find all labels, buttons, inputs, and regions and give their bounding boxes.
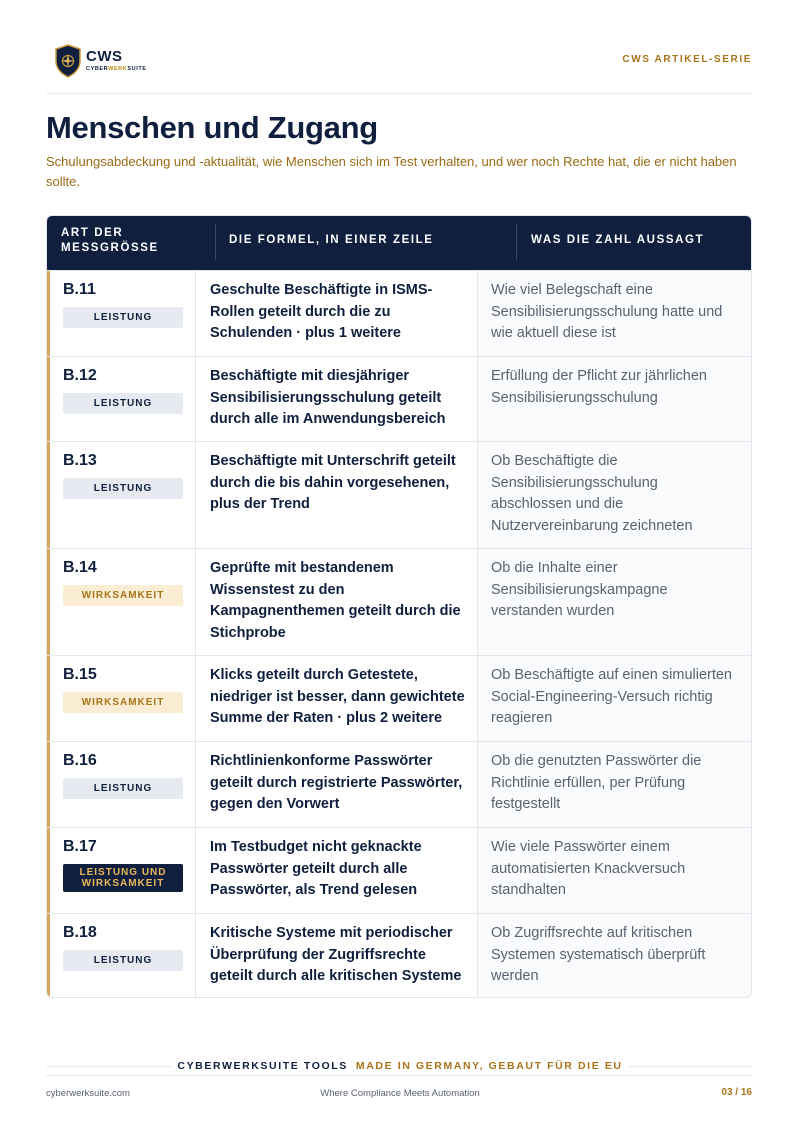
metric-formula: Kritische Systeme mit periodischer Überprüfung der Zugriffsrechte geteilt durch alle kritischen Systeme [196,914,478,997]
metric-meaning: Erfüllung der Pflicht zur jährlichen Sensibilisierungsschulung [478,357,751,441]
footer-brand-tools: CYBERWERKSUITE TOOLS [171,1060,351,1072]
metric-code: B.13 [63,452,97,469]
table-row [47,270,751,356]
footer-tagline: Where Compliance Meets Automation [320,1088,480,1099]
metric-type-badge: LEISTUNG [63,393,183,414]
metric-meaning: Ob Zugriffsrechte auf kritischen Systemen systematisch überprüft werden [478,914,751,997]
column-header-meaning: WAS DIE ZAHL AUSSAGT [531,234,705,246]
metrics-table [46,215,752,998]
footer-url: cyberwerksuite.com [46,1088,130,1099]
table-row [47,655,751,741]
table-row [47,441,751,548]
metric-code: B.12 [63,367,97,384]
metric-type-badge: WIRKSAMKEIT [63,585,183,606]
metric-formula: Klicks geteilt durch Getestete, niedriger ist besser, dann gewichtete Summe der Raten · plus 2 weitere [196,656,478,741]
header-divider [215,224,216,260]
brand-logo [54,44,147,78]
footer-brand-claim: MADE IN GERMANY, GEBAUT FÜR DIE EU [352,1060,629,1072]
logo-subline: CYBERWERKSUITE [86,66,147,72]
shield-logo-icon [54,44,82,78]
metric-formula: Im Testbudget nicht geknackte Passwörter geteilt durch alle Passwörter, als Trend gelesen [196,828,478,913]
metric-formula: Beschäftigte mit Unterschrift geteilt durch die bis dahin vorgesehenen, plus der Trend [196,442,478,548]
column-header-formula: DIE FORMEL, IN EINER ZEILE [229,234,434,246]
footer-brand [0,1060,800,1072]
metric-type-badge: LEISTUNG [63,307,183,328]
metric-meaning: Ob die Inhalte einer Sensibilisierungskampagne verstanden wurden [478,549,751,655]
table-row [47,827,751,913]
table-header [47,216,751,270]
metric-meaning: Ob Beschäftigte die Sensibilisierungsschulung abschlossen und die Nutzervereinbarung zeichneten [478,442,751,548]
table-row [47,548,751,655]
metric-code: B.17 [63,838,97,855]
metric-type-badge: LEISTUNG [63,778,183,799]
metric-code: B.18 [63,924,97,941]
metric-formula: Richtlinienkonforme Passwörter geteilt durch registrierte Passwörter, gegen den Vorwert [196,742,478,827]
metric-type-badge: WIRKSAMKEIT [63,692,183,713]
metric-meaning: Ob Beschäftigte auf einen simulierten Social-Engineering-Versuch richtig reagieren [478,656,751,741]
header-divider [516,224,517,260]
page-number: 03 / 16 [721,1087,752,1098]
metric-code: B.15 [63,666,97,683]
metric-formula: Geprüfte mit bestandenem Wissenstest zu den Kampagnenthemen geteilt durch die Stichprobe [196,549,478,655]
page-header [46,40,752,94]
page-title: Menschen und Zugang [46,110,378,145]
metric-meaning: Wie viele Passwörter einem automatisierten Knackversuch standhalten [478,828,751,913]
metric-formula: Beschäftigte mit diesjähriger Sensibilisierungsschulung geteilt durch alle im Anwendungsbereich [196,357,478,441]
metric-meaning: Ob die genutzten Passwörter die Richtlinie erfüllen, per Prüfung festgestellt [478,742,751,827]
metric-type-badge: LEISTUNG [63,950,183,971]
metric-code: B.11 [63,281,96,298]
table-row [47,356,751,441]
table-row [47,741,751,827]
metric-formula: Geschulte Beschäftigte in ISMS-Rollen geteilt durch die zu Schulenden · plus 1 weitere [196,271,478,356]
column-header-type: ART DER MESSGRÖSSE [61,227,159,254]
metric-code: B.14 [63,559,97,576]
series-label: CWS ARTIKEL-SERIE [622,54,752,65]
logo-wordmark: CWS [86,48,123,65]
metric-type-badge: LEISTUNG UND WIRKSAMKEIT [63,864,183,892]
page-subtitle: Schulungsabdeckung und -aktualität, wie Menschen sich im Test verhalten, und wer noch Rechte hat, die er nicht haben sollte. [46,154,737,189]
metric-type-badge: LEISTUNG [63,478,183,499]
table-row [47,913,751,997]
metric-code: B.16 [63,752,97,769]
footer-divider [46,1075,752,1076]
metric-meaning: Wie viel Belegschaft eine Sensibilisierungsschulung hatte und wie aktuell diese ist [478,271,751,356]
